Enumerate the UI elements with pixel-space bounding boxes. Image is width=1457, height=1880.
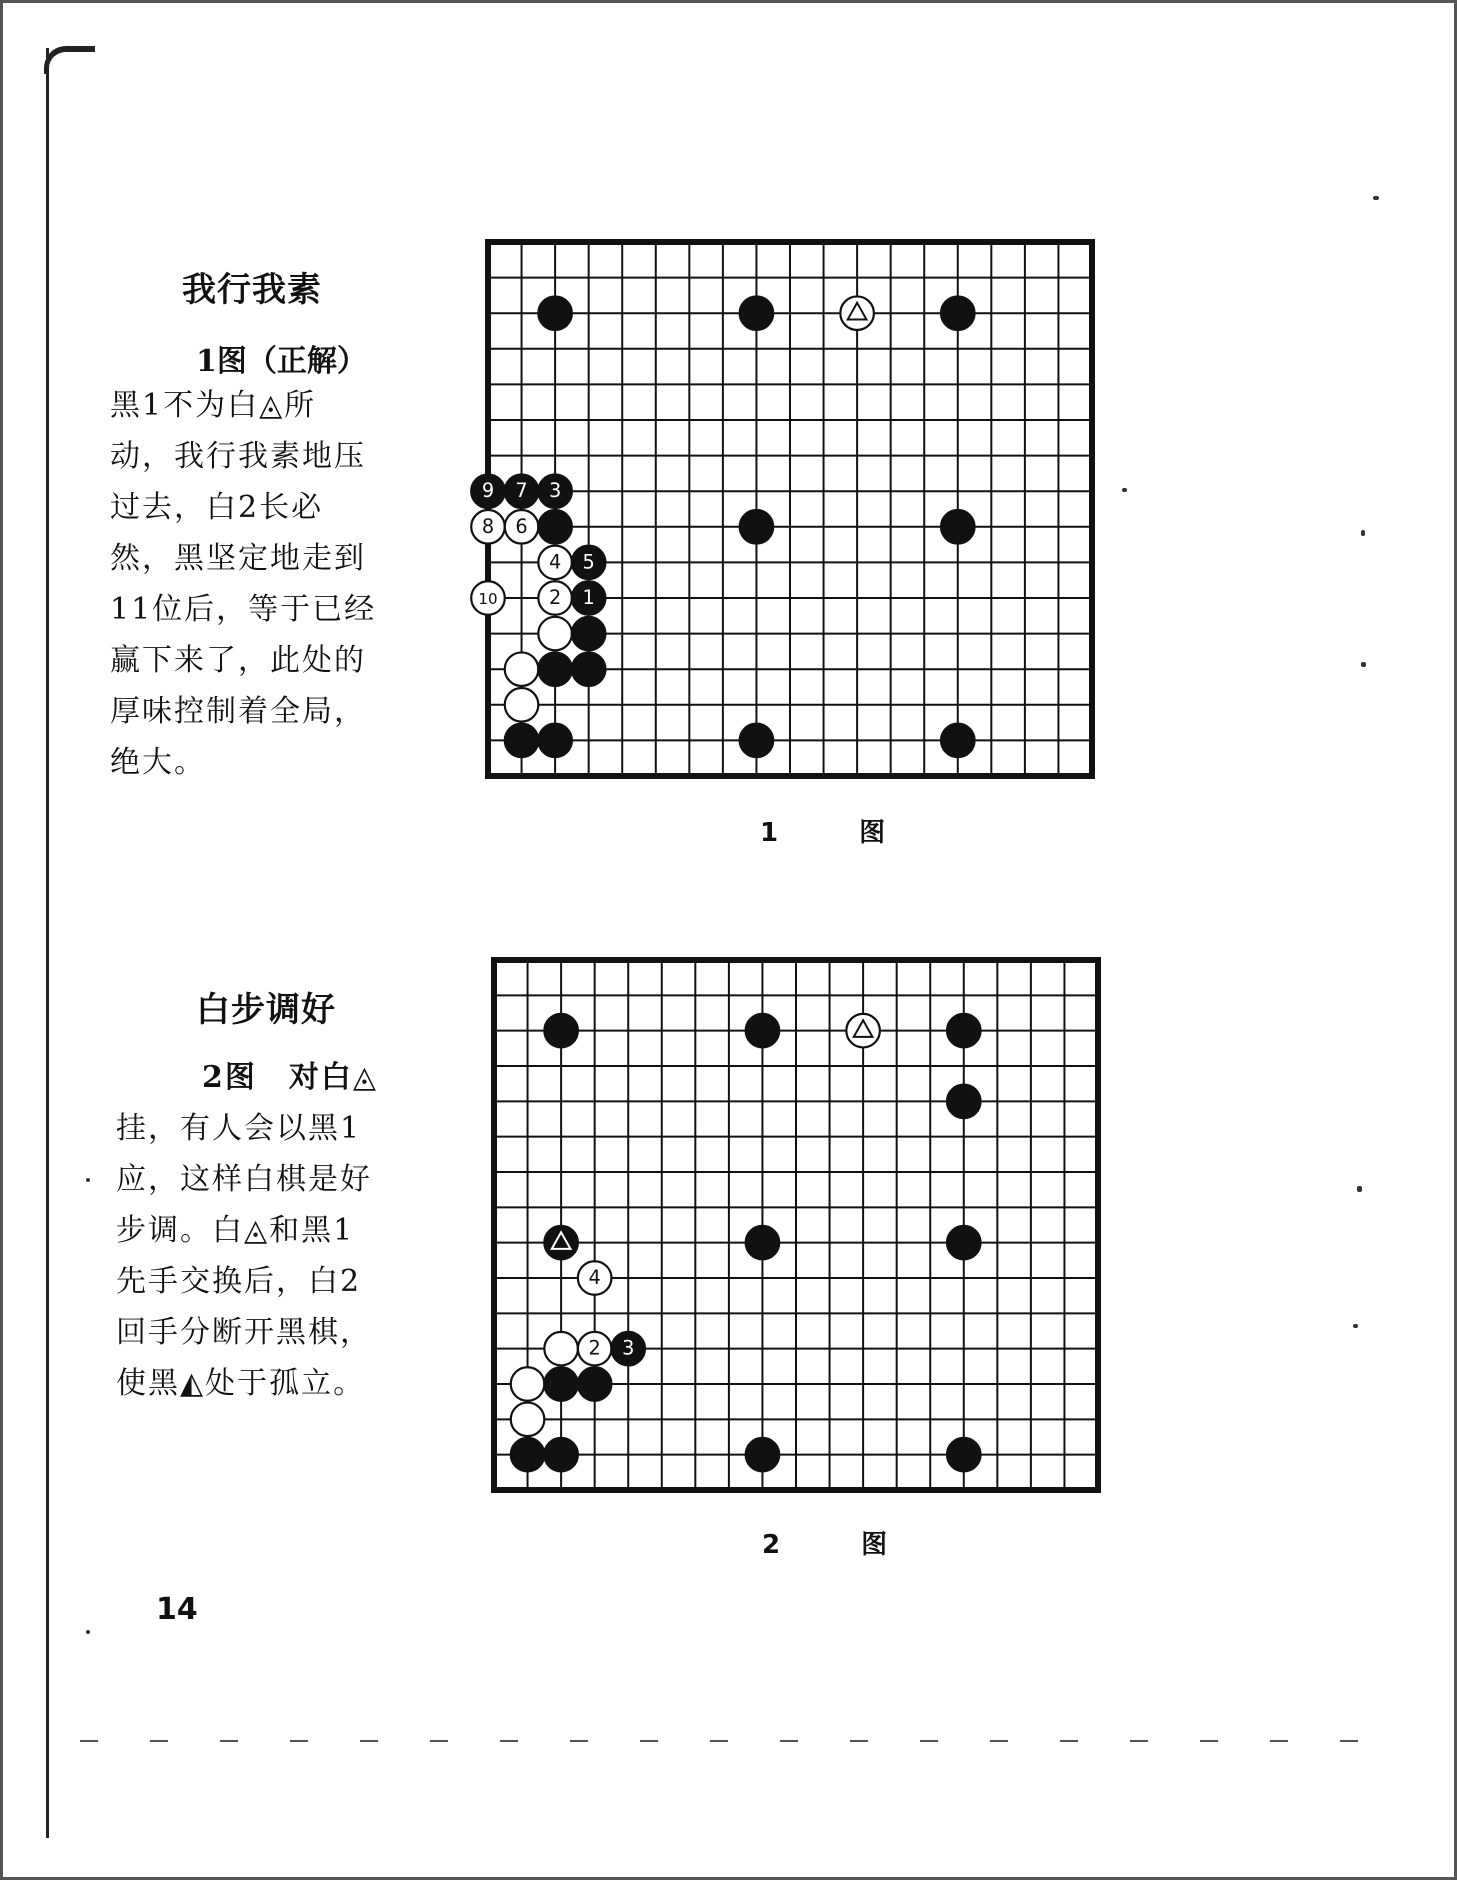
text-line: 厚味控制着全局，	[110, 694, 366, 729]
text-line: 动，我行我素地压	[110, 439, 366, 474]
corner-mark	[44, 46, 95, 74]
white-stone	[544, 1332, 578, 1366]
stone-disc	[572, 617, 606, 651]
stone-disc	[538, 724, 572, 758]
text-line: 先手交换后，白2	[116, 1264, 362, 1299]
black-stone	[471, 474, 505, 508]
stone-disc	[544, 1014, 578, 1048]
move-number: 3	[622, 1336, 635, 1360]
text-line: 过去，白2长必	[110, 490, 324, 525]
stone-disc	[740, 296, 774, 330]
black-stone	[538, 724, 572, 758]
stone-disc	[746, 1014, 780, 1048]
black-stone	[544, 1014, 578, 1048]
white-stone	[578, 1332, 612, 1366]
move-number: 6	[515, 514, 528, 538]
stone-disc	[538, 617, 572, 651]
stone-disc	[941, 296, 975, 330]
white-stone	[471, 581, 505, 615]
text-line: 挂，有人会以黑1	[116, 1111, 362, 1146]
black-stone	[538, 296, 572, 330]
scan-speck	[1373, 196, 1379, 200]
stone-disc	[746, 1226, 780, 1260]
stone-disc	[544, 1438, 578, 1472]
black-stone	[746, 1014, 780, 1048]
text-line: 11位后，等于已经	[110, 592, 377, 627]
page-number: 14	[156, 1592, 198, 1627]
white-stone	[578, 1261, 612, 1295]
black-stone	[511, 1438, 545, 1472]
spine-line	[46, 48, 49, 1838]
black-stone	[572, 652, 606, 686]
section-1-text	[110, 380, 440, 788]
text-line: 赢下来了，此处的	[110, 643, 366, 678]
stone-disc	[505, 724, 539, 758]
black-stone	[947, 1226, 981, 1260]
black-stone	[578, 1367, 612, 1401]
white-stone	[538, 581, 572, 615]
scan-artifact-row	[80, 1740, 1380, 1742]
text-line: 绝大。	[110, 745, 206, 780]
black-stone	[544, 1367, 578, 1401]
board-grid	[494, 960, 1098, 1490]
go-board-2	[490, 956, 1102, 1494]
scan-speck	[1353, 1324, 1358, 1328]
board-grid	[488, 242, 1092, 776]
text-line: 2图 对白◬	[202, 1060, 378, 1095]
move-number: 9	[481, 479, 495, 503]
white-stone	[538, 546, 572, 580]
figure-1-heading: 1图（正解）	[196, 344, 367, 379]
stone-disc	[511, 1438, 545, 1472]
text-line: 黑1不为白◬所	[110, 388, 317, 423]
stone-disc	[941, 510, 975, 544]
stone-disc	[572, 652, 606, 686]
white-stone	[511, 1367, 545, 1401]
move-number: 4	[548, 550, 562, 574]
black-stone	[947, 1085, 981, 1119]
stone-disc	[746, 1438, 780, 1472]
black-stone	[505, 724, 539, 758]
black-stone	[941, 296, 975, 330]
text-line: 使黑◭处于孤立。	[116, 1366, 366, 1401]
scan-speck	[86, 1630, 90, 1634]
stone-disc	[538, 652, 572, 686]
stone-disc	[947, 1438, 981, 1472]
stone-disc	[947, 1226, 981, 1260]
black-stone	[941, 510, 975, 544]
move-number: 1	[582, 586, 595, 610]
white-stone	[511, 1403, 545, 1437]
black-stone	[746, 1438, 780, 1472]
move-number: 10	[478, 590, 498, 609]
stone-disc	[740, 510, 774, 544]
white-stone	[840, 296, 874, 330]
stone-disc	[505, 652, 539, 686]
move-number: 3	[548, 479, 562, 503]
black-stone	[947, 1014, 981, 1048]
black-stone	[538, 652, 572, 686]
black-stone	[941, 724, 975, 758]
stone-disc	[511, 1367, 545, 1401]
scan-speck	[1361, 530, 1365, 536]
stone-disc	[740, 724, 774, 758]
scan-speck	[86, 1178, 90, 1182]
stone-disc	[511, 1403, 545, 1437]
figure-1-caption: 1 图	[760, 818, 922, 848]
black-stone	[538, 474, 572, 508]
black-stone	[572, 617, 606, 651]
black-stone	[947, 1438, 981, 1472]
figure-2-caption: 2 图	[762, 1530, 924, 1560]
black-stone	[740, 724, 774, 758]
black-stone	[746, 1226, 780, 1260]
stone-disc	[544, 1367, 578, 1401]
white-stone	[505, 652, 539, 686]
black-stone	[544, 1226, 578, 1260]
move-number: 2	[548, 586, 562, 610]
text-line: 步调。白◬和黑1	[116, 1213, 355, 1248]
scan-speck	[1357, 1186, 1362, 1192]
section-title-2: 白步调好	[196, 990, 336, 1030]
white-stone	[505, 510, 539, 544]
scan-speck	[1361, 662, 1366, 667]
go-board-1	[478, 238, 1096, 780]
scan-speck	[1122, 488, 1127, 492]
text-line: 应，这样白棋是好	[116, 1162, 372, 1197]
black-stone	[505, 474, 539, 508]
black-stone	[611, 1332, 645, 1366]
stone-disc	[544, 1332, 578, 1366]
move-number: 2	[588, 1336, 601, 1360]
white-stone	[538, 617, 572, 651]
black-stone	[538, 510, 572, 544]
text-line: 回手分断开黑棋，	[116, 1315, 372, 1350]
white-stone	[505, 688, 539, 722]
stone-disc	[941, 724, 975, 758]
white-stone	[846, 1014, 880, 1048]
section-title-1: 我行我素	[182, 270, 322, 310]
move-number: 5	[582, 550, 595, 574]
stone-disc	[538, 510, 572, 544]
black-stone	[544, 1438, 578, 1472]
stone-disc	[947, 1085, 981, 1119]
move-number: 7	[515, 479, 528, 503]
section-2-text	[116, 1052, 446, 1409]
black-stone	[572, 581, 606, 615]
stone-disc	[505, 688, 539, 722]
black-stone	[740, 510, 774, 544]
stone-disc	[538, 296, 572, 330]
move-number: 4	[588, 1266, 601, 1290]
stone-disc	[947, 1014, 981, 1048]
move-number: 8	[481, 514, 495, 538]
white-stone	[471, 510, 505, 544]
black-stone	[740, 296, 774, 330]
text-line: 然，黑坚定地走到	[110, 541, 366, 576]
stone-disc	[578, 1367, 612, 1401]
black-stone	[572, 546, 606, 580]
